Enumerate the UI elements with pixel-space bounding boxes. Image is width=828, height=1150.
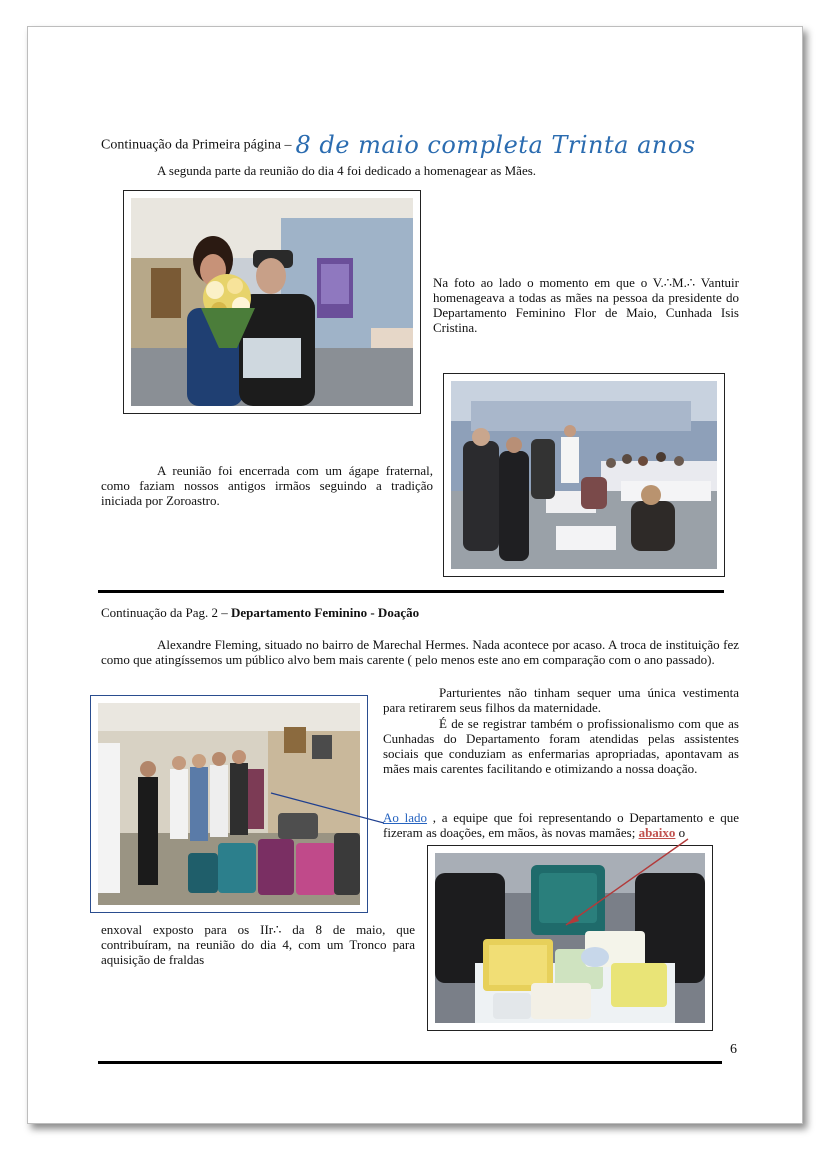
footer-rule [98,1061,722,1064]
pointer-line-ao-lado [271,793,384,823]
section1-heading-lead: Continuação da Primeira página – [101,137,292,153]
section1-intro: A segunda parte da reunião do dia 4 foi dedicado a homenagear as Mães. [157,163,537,178]
para4-middle: , a equipe que foi representando o Departamento e que fizeram as doações, em mãos, às novas mamães; [383,810,739,840]
link-ao-lado[interactable]: Ao lado [383,810,428,825]
section2-para3: É de se registrar também o profissionalismo com que as Cunhadas do Departamento foram atendidas pelas assistentes sociais que conduziam as enfermarias apropriadas, apontavam as mães mais carentes facilitando e otimizando a nossa doação. [383,716,739,776]
pointer-line-abaixo [566,839,688,925]
page-number: 6 [730,1042,737,1057]
section2-para5: enxoval exposto para os IIr∴ da 8 de maio, que contribuíram, na reunião do dia 4, com um Tronco para aquisição de fraldas [101,922,415,967]
section1-heading-title: 8 de maio completa Trinta anos [295,131,696,159]
section1-closing: A reunião foi encerrada com um ágape fraternal, como faziam nossos antigos irmãos seguindo a tradição iniciada por Zoroastro. [101,463,433,508]
document-page [27,26,803,1124]
photo1-caption: Na foto ao lado o momento em que o V.∴M.∴ Vantuir homenageava a todas as mães na pessoa da presidente do Departamento Feminino Flor de Maio, Cunhada Isis Cristina. [433,275,739,335]
section2-para2: Parturientes não tinham sequer uma única vestimenta para retirarem seus filhos da maternidade. [383,685,739,715]
section2-heading-bold: Departamento Feminino - Doação [230,605,420,620]
section2-para1: Alexandre Fleming, situado no bairro de Marechal Hermes. Nada acontece por acaso. A troca de instituição fez como que atingíssemos um público alvo bem mais carente ( pelo menos este ano em comparação com o ano passado). [101,637,739,667]
section2-heading-lead: Continuação da Pag. 2 – [101,605,231,620]
para4-end: o [675,825,686,840]
link-abaixo[interactable]: abaixo [638,825,676,840]
